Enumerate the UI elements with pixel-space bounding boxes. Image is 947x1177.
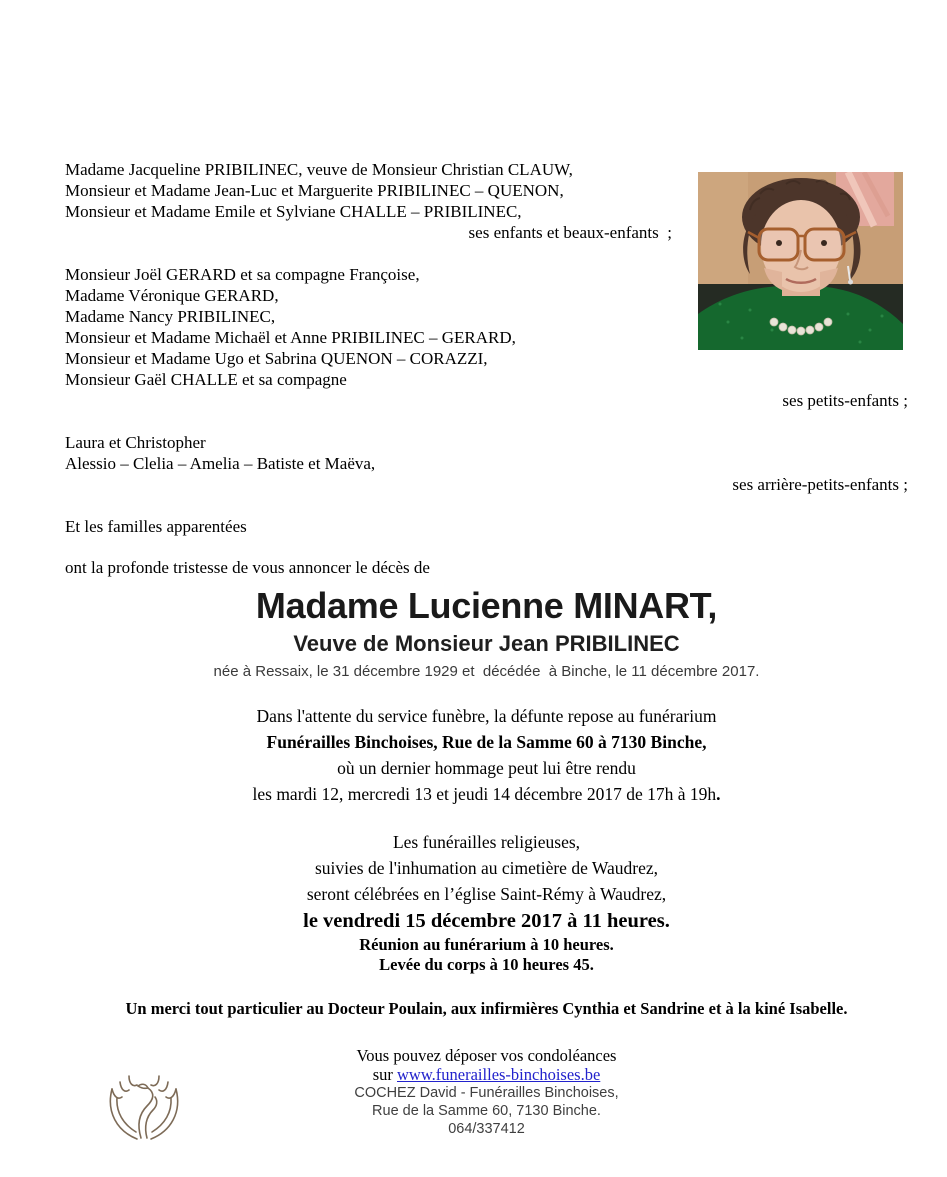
family-line: Madame Nancy PRIBILINEC, xyxy=(65,307,276,326)
family-line: Monsieur et Madame Jean-Luc et Marguerite PRIBILINEC – QUENON, xyxy=(65,181,564,200)
ceremony-line: seront célébrées en l’église Saint-Rémy à Waudrez, xyxy=(306,884,667,904)
visitation-funeral-home: Funérailles Binchoises, Rue de la Samme 60 à 7130 Binche, xyxy=(266,732,707,752)
visitation-line: Dans l'attente du service funèbre, la défunte repose au funérarium xyxy=(256,706,717,726)
children-label: ses enfants et beaux-enfants ; xyxy=(468,223,672,242)
ceremony-departure: Levée du corps à 10 heures 45. xyxy=(379,955,594,974)
great-grandchildren-label: ses arrière-petits-enfants ; xyxy=(732,475,908,494)
announcement-line: ont la profonde tristesse de vous annoncer le décès de xyxy=(65,558,430,577)
funeral-director: COCHEZ David - Funérailles Binchoises, xyxy=(354,1085,619,1101)
great-grandchildren-block xyxy=(65,432,908,495)
ceremony-line: suivies de l'inhumation au cimetière de Waudrez, xyxy=(314,858,659,878)
visitation-dates xyxy=(65,781,908,807)
visitation-block xyxy=(65,703,908,807)
family-line: Alessio – Clelia – Amelia – Batiste et Maëva, xyxy=(65,454,376,473)
funeral-home-phone: 064/337412 xyxy=(448,1121,525,1137)
thanks-line: Un merci tout particulier au Docteur Poulain, aux infirmières Cynthia et Sandrine et à la kiné Isabelle. xyxy=(125,999,848,1018)
related-families-line: Et les familles apparentées xyxy=(65,517,247,536)
grandchildren-label: ses petits-enfants ; xyxy=(782,391,908,410)
ceremony-line: Les funérailles religieuses, xyxy=(392,832,581,852)
condolences-line: Vous pouvez déposer vos condoléances xyxy=(356,1046,617,1065)
family-line: Monsieur et Madame Ugo et Sabrina QUENON – CORAZZI, xyxy=(65,349,488,368)
condolences-block xyxy=(65,1046,908,1138)
ceremony-block xyxy=(65,829,908,975)
ceremony-date: le vendredi 15 décembre 2017 à 11 heures. xyxy=(303,910,670,932)
family-line: Madame Véronique GERARD, xyxy=(65,286,279,305)
family-line: Monsieur et Madame Emile et Sylviane CHALLE – PRIBILINEC, xyxy=(65,202,522,221)
visitation-line: où un dernier hommage peut lui être rendu xyxy=(337,758,636,778)
website-link[interactable]: www.funerailles-binchoises.be xyxy=(397,1065,601,1084)
deceased-widow-of: Veuve de Monsieur Jean PRIBILINEC xyxy=(293,631,680,656)
visitation-dates-text: les mardi 12, mercredi 13 et jeudi 14 décembre 2017 de 17h à 19h xyxy=(252,784,717,804)
funeral-home-logo xyxy=(98,1066,190,1158)
ceremony-meeting: Réunion au funérarium à 10 heures. xyxy=(359,935,614,954)
deceased-name: Madame Lucienne MINART, xyxy=(255,585,718,626)
family-line: Madame Jacqueline PRIBILINEC, veuve de Monsieur Christian CLAUW, xyxy=(65,160,573,179)
portrait-illustration xyxy=(698,172,903,350)
funeral-home-address: Rue de la Samme 60, 7130 Binche. xyxy=(372,1103,601,1119)
family-line: Monsieur Gaël CHALLE et sa compagne xyxy=(65,370,347,389)
family-line: Monsieur Joël GERARD et sa compagne Françoise, xyxy=(65,265,420,284)
deceased-life-dates: née à Ressaix, le 31 décembre 1929 et décédée à Binche, le 11 décembre 2017. xyxy=(213,663,760,680)
family-line: Laura et Christopher xyxy=(65,433,206,452)
deceased-photo xyxy=(698,172,903,350)
visitation-dates-period: . xyxy=(716,784,721,804)
family-line: Monsieur et Madame Michaël et Anne PRIBILINEC – GERARD, xyxy=(65,328,516,347)
dove-wings-icon xyxy=(98,1066,190,1158)
condolences-link-line xyxy=(65,1065,908,1084)
condolences-prefix: sur xyxy=(372,1065,397,1084)
